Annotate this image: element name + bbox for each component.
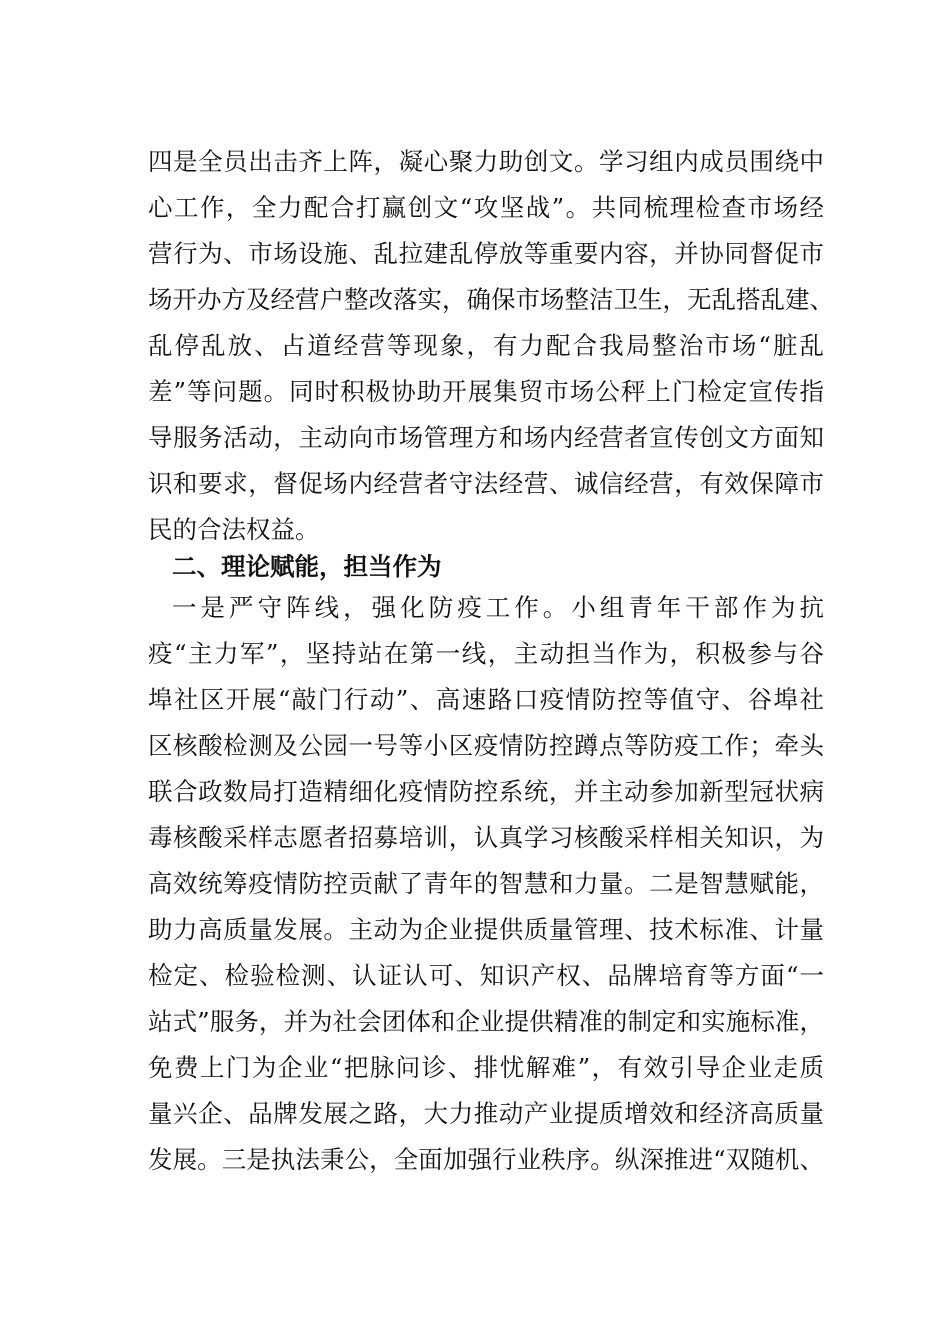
text-line: 疫“主力军”，坚持站在第一线，主动担当作为，积极参与谷 [148, 639, 824, 668]
text-line: 四是全员出击齐上阵，凝心聚力助创文。学习组内成员围绕中 [148, 147, 824, 176]
text-line: 埠社区开展“敲门行动”、高速路口疫情防控等值守、谷埠社 [148, 685, 824, 714]
text-line: 场开办方及经营户整改落实，确保市场整洁卫生，无乱搭乱建、 [148, 285, 834, 314]
text-line: 营行为、市场设施、乱拉建乱停放等重要内容，并协同督促市 [148, 239, 824, 268]
text-line: 乱停乱放、占道经营等现象，有力配合我局整治市场“脏乱 [148, 331, 824, 360]
text-line: 毒核酸采样志愿者招募培训，认真学习核酸采样相关知识，为 [148, 823, 824, 852]
text-line: 发展。三是执法秉公，全面加强行业秩序。纵深推进“双随机、 [148, 1145, 824, 1174]
text-line: 差”等问题。同时积极协助开展集贸市场公秤上门检定宣传指 [148, 377, 824, 406]
text-line: 站式”服务，并为社会团体和企业提供精准的制定和实施标准， [148, 1007, 824, 1036]
section-heading: 二、理论赋能，担当作为 [172, 552, 442, 581]
text-line: 一是严守阵线，强化防疫工作。小组青年干部作为抗 [172, 593, 824, 622]
text-line: 民的合法权益。 [148, 515, 320, 544]
text-line: 区核酸检测及公园一号等小区疫情防控蹲点等防疫工作；牵头 [148, 731, 824, 760]
text-line: 免费上门为企业“把脉问诊、排忧解难”，有效引导企业走质 [148, 1053, 824, 1082]
text-line: 联合政数局打造精细化疫情防控系统，并主动参加新型冠状病 [148, 777, 824, 806]
text-line: 心工作，全力配合打赢创文“攻坚战”。共同梳理检查市场经 [148, 193, 824, 222]
text-line: 量兴企、品牌发展之路，大力推动产业提质增效和经济高质量 [148, 1099, 824, 1128]
text-line: 高效统筹疫情防控贡献了青年的智慧和力量。二是智慧赋能， [148, 869, 824, 898]
text-line: 检定、检验检测、认证认可、知识产权、品牌培育等方面“一 [148, 961, 824, 990]
text-line: 助力高质量发展。主动为企业提供质量管理、技术标准、计量 [148, 915, 824, 944]
text-line: 识和要求，督促场内经营者守法经营、诚信经营，有效保障市 [148, 469, 824, 498]
text-line: 导服务活动，主动向市场管理方和场内经营者宣传创文方面知 [148, 423, 824, 452]
